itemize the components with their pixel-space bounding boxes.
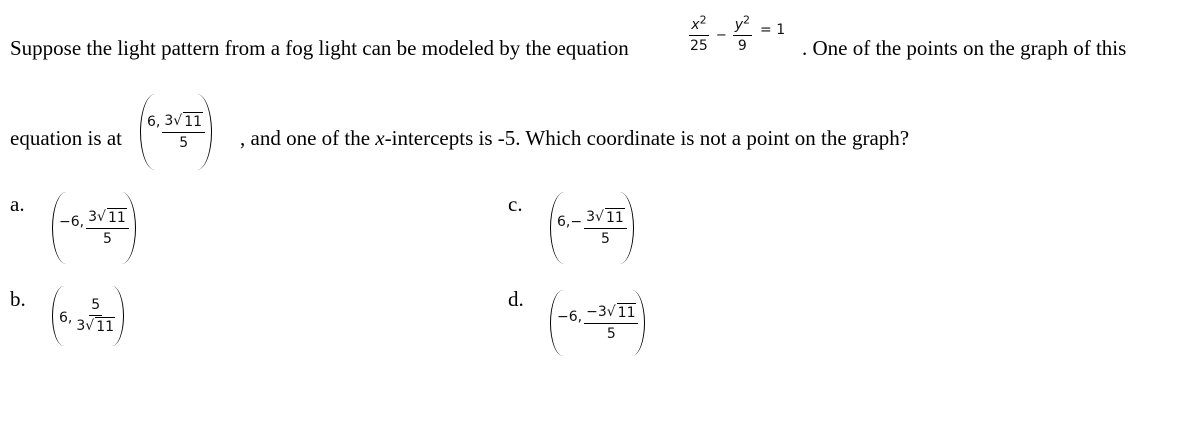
choice-d[interactable]: −6, −3 √ 11 5 xyxy=(550,290,645,356)
choice-b-x: 6, xyxy=(59,310,73,326)
x-denominator: 25 xyxy=(690,38,708,54)
choice-d-label[interactable]: d. xyxy=(508,287,524,311)
given-point: 6, 3 √ 11 5 xyxy=(140,94,212,170)
choice-b-numerator: 5 xyxy=(89,296,102,316)
choice-c-radicand: 11 xyxy=(605,210,624,226)
y-exponent: 2 xyxy=(743,13,751,27)
choice-a-denominator: 5 xyxy=(102,231,112,247)
choice-b-label[interactable]: b. xyxy=(10,287,26,311)
question-line-2 xyxy=(10,126,122,151)
choice-b-coef: 3 xyxy=(76,318,86,334)
equation-rhs: = 1 xyxy=(760,21,786,38)
question-text-2-tail: -intercepts is -5. Which coordinate is not a point on the graph? xyxy=(384,126,910,150)
x-variable: x xyxy=(375,126,385,150)
equation xyxy=(688,13,786,55)
given-point-denominator: 5 xyxy=(179,135,189,151)
x-exponent: 2 xyxy=(699,13,707,27)
choice-a-coef: 3 xyxy=(88,209,98,225)
choice-c-denominator: 5 xyxy=(600,231,610,247)
question-text-2: equation is at xyxy=(10,126,122,150)
question-line-2-end xyxy=(240,126,909,151)
question-text-1-end: . One of the points on the graph of this xyxy=(802,36,1127,60)
choice-c-label[interactable]: c. xyxy=(508,192,523,216)
choice-b[interactable]: 6, 5 3 √ 11 xyxy=(52,286,124,346)
choice-c[interactable]: 6,− 3 √ 11 5 xyxy=(550,192,634,264)
question-line-1 xyxy=(10,36,629,61)
choice-a-label[interactable]: a. xyxy=(10,192,25,216)
question-text-1: Suppose the light pattern from a fog light can be modeled by the equation xyxy=(10,36,629,60)
question-line-1-end xyxy=(802,36,1126,61)
equation-x-fraction xyxy=(688,13,710,55)
choice-d-x: −6, xyxy=(557,309,583,325)
y-denominator: 9 xyxy=(737,38,747,54)
question-text-2-end: , and one of the xyxy=(240,126,371,150)
choice-a-x: −6, xyxy=(59,214,85,230)
given-point-x: 6, xyxy=(147,114,161,130)
choice-d-coef: −3 xyxy=(586,304,607,320)
choice-d-denominator: 5 xyxy=(606,326,616,342)
choice-b-radicand: 11 xyxy=(96,319,115,335)
choice-c-coef: 3 xyxy=(586,209,596,225)
choice-a-radicand: 11 xyxy=(107,210,126,226)
x-var: x xyxy=(691,17,700,33)
equation-y-fraction xyxy=(733,13,752,55)
minus-sign: − xyxy=(715,28,727,43)
choice-d-radicand: 11 xyxy=(617,305,636,321)
given-point-radicand: 11 xyxy=(184,114,203,130)
y-var: y xyxy=(734,17,744,33)
choice-a[interactable]: −6, 3 √ 11 5 xyxy=(52,192,136,264)
given-point-coef: 3 xyxy=(164,113,174,129)
choice-c-x: 6,− xyxy=(557,214,583,230)
